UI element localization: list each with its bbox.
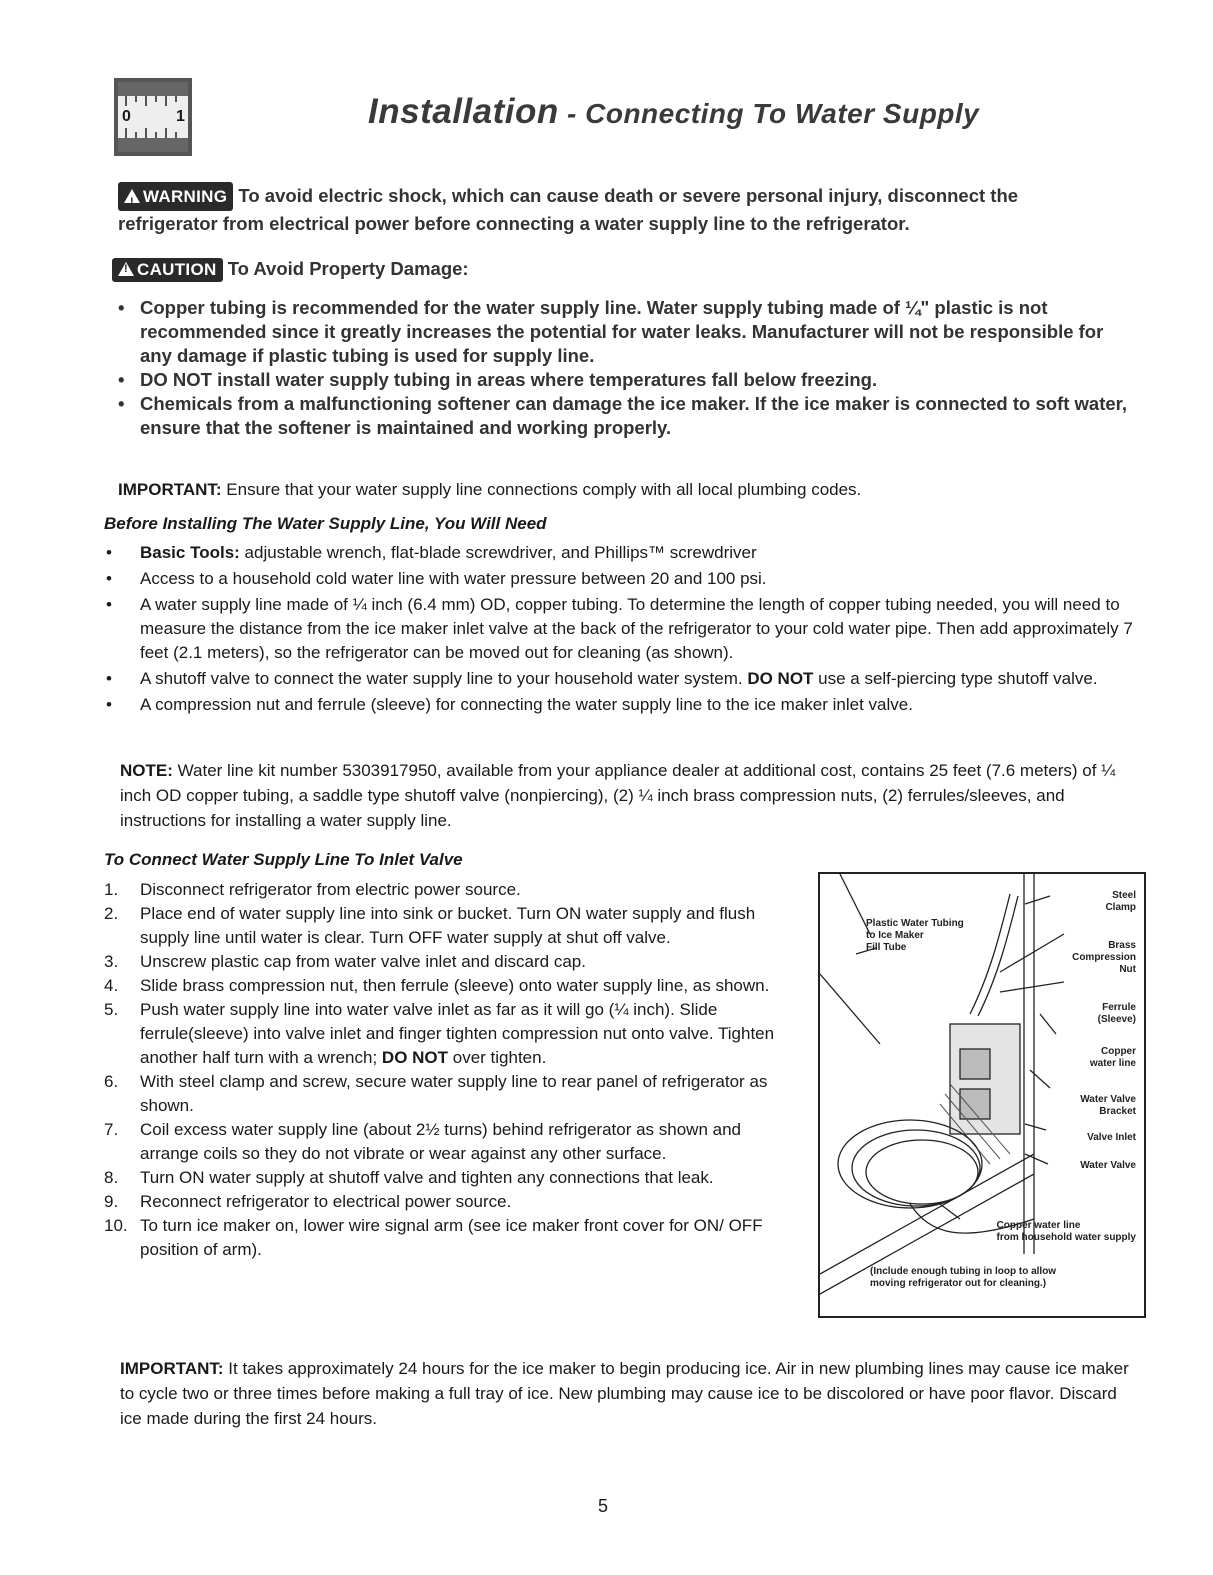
label-steel-clamp: Steel Clamp: [1105, 890, 1136, 913]
warning-badge: !WARNING: [118, 182, 233, 211]
important-label: IMPORTANT:: [118, 480, 222, 499]
list-item: • A compression nut and ferrule (sleeve) for connecting the water supply line to the ice maker inlet valve.: [104, 693, 1144, 717]
label-household-line: Copper water line from household water supply: [996, 1220, 1136, 1243]
section-heading-before: Before Installing The Water Supply Line, You Will Need: [104, 514, 547, 533]
note-text: Water line kit number 5303917950, available from your appliance dealer at additional cost, contains 25 feet (7.6 meters) of ¼ inch OD copper tubing, a saddle type shutoff valve (nonpiercing), (2) ¼ inch brass compression nuts, (2) ferrules/sleeves, and instructions for installing a water supply line.: [120, 761, 1116, 830]
alert-triangle-icon: [124, 189, 140, 203]
list-item: • Basic Tools: adjustable wrench, flat-blade screwdriver, and Phillips™ screwdriver: [104, 541, 1144, 565]
label-plastic-tubing: Plastic Water Tubing to Ice Maker Fill Tube: [866, 918, 964, 953]
caution-block: [112, 258, 469, 282]
step-item: 1. Disconnect refrigerator from electric power source.: [104, 880, 521, 899]
important-label: IMPORTANT:: [120, 1359, 224, 1378]
label-valve-inlet: Valve Inlet: [1087, 1132, 1136, 1143]
section-heading-connect: To Connect Water Supply Line To Inlet Valve: [104, 850, 463, 869]
list-item: • A water supply line made of ¼ inch (6.4 mm) OD, copper tubing. To determine the length of copper tubing needed, you will need to measure the distance from the ice maker inlet valve at the back of the refrigerator to your cold water pipe. Then add approximately 7 feet (2.1 meters), so the refrigerator can be moved out for cleaning (as shown).: [104, 593, 1144, 665]
note-label: NOTE:: [120, 761, 173, 780]
alert-triangle-icon: [118, 262, 134, 276]
caution-item: • DO NOT install water supply tubing in areas where temperatures fall below freezing.: [118, 368, 1128, 392]
step-item: 4. Slide brass compression nut, then ferrule (sleeve) onto water supply line, as shown.: [104, 976, 770, 995]
title-main: Installation: [368, 92, 559, 131]
caution-badge: !CAUTION: [112, 258, 223, 282]
label-water-valve: Water Valve: [1080, 1160, 1136, 1171]
step-item: 5. Push water supply line into water valve inlet as far as it will go (¼ inch). Slide ferrule(sleeve) into valve inlet and finger tighten compression nut onto valve. Tighten another half turn with a wrench; DO NOT over tighten.: [104, 1000, 775, 1067]
step-item: 6. With steel clamp and screw, secure water supply line to rear panel of refrigerator as shown.: [104, 1072, 768, 1115]
step-item: 10. To turn ice maker on, lower wire signal arm (see ice maker front cover for ON/ OFF position of arm).: [104, 1216, 763, 1259]
label-loop-note: (Include enough tubing in loop to allow moving refrigerator out for cleaning.): [870, 1266, 1057, 1289]
warning-text: To avoid electric shock, which can cause death or severe personal injury, disconnect the refrigerator from electrical power before connecting a water supply line to the refrigerator.: [118, 185, 1019, 234]
ruler-icon: [114, 78, 192, 156]
important-text: It takes approximately 24 hours for the ice maker to begin producing ice. Air in new plumbing lines may cause ice maker to cycle two or three times before making a full tray of ice. New plumbing may cause ice to be discolored or have poor flavor. Discard ice made during the first 24 hours.: [120, 1359, 1129, 1428]
caution-item: • Chemicals from a malfunctioning softener can damage the ice maker. If the ice maker is connected to soft water, ensure that the softener is maintained and working properly.: [118, 392, 1128, 440]
label-copper-line: Copper water line: [1089, 1046, 1136, 1069]
water-line-diagram: [818, 872, 1146, 1318]
page-number: 5: [598, 1496, 609, 1516]
title-sub: - Connecting To Water Supply: [558, 98, 980, 129]
requirements-list: [104, 541, 1144, 719]
step-item: 2. Place end of water supply line into sink or bucket. Turn ON water supply and flush supply line until water is clear. Turn OFF water supply at shut off valve.: [104, 904, 756, 947]
important-note-codes: [118, 480, 861, 500]
label-ferrule: Ferrule (Sleeve): [1097, 1002, 1136, 1025]
step-item: 3. Unscrew plastic cap from water valve inlet and discard cap.: [104, 952, 586, 971]
step-item: 9. Reconnect refrigerator to electrical power source.: [104, 1192, 512, 1211]
note-block: [120, 758, 1135, 833]
warning-block: [118, 182, 1118, 236]
ruler-label-0: 0: [122, 108, 131, 125]
caution-text: To Avoid Property Damage:: [227, 258, 469, 279]
step-item: 8. Turn ON water supply at shutoff valve and tighten any connections that leak.: [104, 1168, 714, 1187]
important-note-24-hours: [120, 1356, 1130, 1431]
step-item: 7. Coil excess water supply line (about 2½ turns) behind refrigerator as shown and arrange coils so they do not vibrate or wear against any other surface.: [104, 1120, 741, 1163]
label-brass-nut: Brass Compression Nut: [1072, 940, 1136, 975]
important-text: Ensure that your water supply line connections comply with all local plumbing codes.: [221, 480, 862, 499]
list-item: • A shutoff valve to connect the water supply line to your household water system. DO NOT use a self-piercing type shutoff valve.: [104, 667, 1144, 691]
ruler-label-1: 1: [176, 108, 185, 125]
list-item: • Access to a household cold water line with water pressure between 20 and 100 psi.: [104, 567, 1144, 591]
caution-item: • Copper tubing is recommended for the water supply line. Water supply tubing made of ¼" plastic is not recommended since it greatly increases the potential for water leaks. Manufacturer will not be responsible for any damage if plastic tubing is used for supply line.: [118, 296, 1128, 368]
caution-list: [118, 296, 1128, 440]
page-title: [368, 92, 979, 132]
label-bracket: Water Valve Bracket: [1080, 1094, 1136, 1117]
steps-list: [104, 878, 804, 1262]
